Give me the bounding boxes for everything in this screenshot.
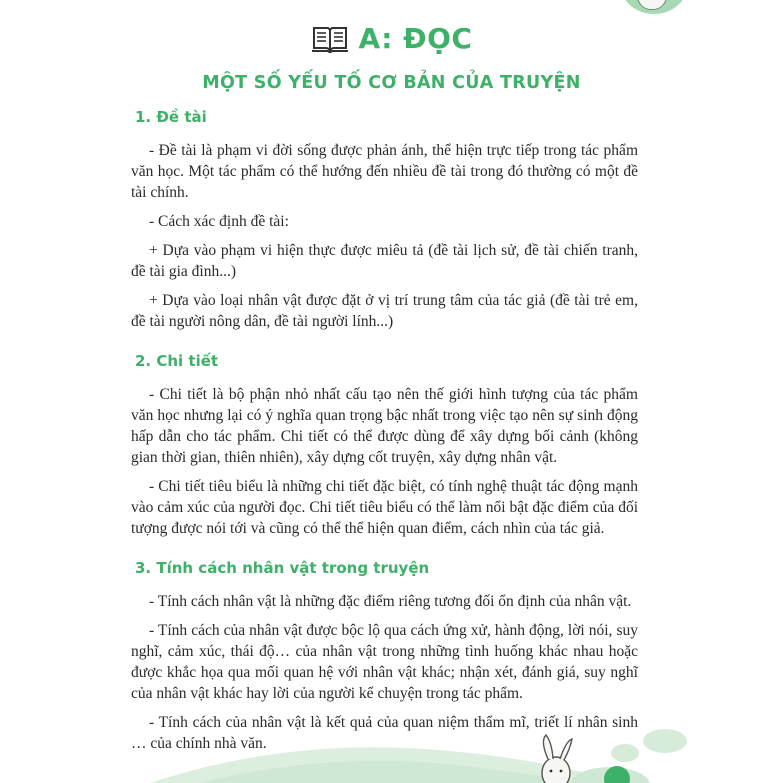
- section-chi-tiet: [131, 352, 638, 539]
- paragraph: - Chi tiết tiêu biểu là những chi tiết đặc biệt, có tính nghệ thuật tác động mạnh vào cảm xúc của người đọc. Chi tiết tiêu biểu có thể làm nổi bật đặc điểm của đối tượng được nói tới và cũng có thể thể hiện quan điểm, cách nhìn của tác giả.: [131, 478, 638, 537]
- main-content: [131, 108, 638, 762]
- page-subtitle: MỘT SỐ YẾU TỐ CƠ BẢN CỦA TRUYỆN: [202, 72, 581, 93]
- paragraph: + Dựa vào loại nhân vật được đặt ở vị trí trung tâm của tác giả (đề tài trẻ em, đề tài người nông dân, đề tài người lính...): [131, 292, 638, 330]
- rabbit-icon: [542, 735, 572, 783]
- section-heading: 2. Chi tiết: [135, 352, 219, 370]
- paragraph: + Dựa vào phạm vi hiện thực được miêu tả (đề tài lịch sử, đề tài chiến tranh, đề tài gia đình...): [131, 242, 638, 280]
- paragraph: - Tính cách của nhân vật được bộc lộ qua cách ứng xử, hành động, lời nói, suy nghĩ, cảm xúc, thái độ… của nhân vật trong những tình huống khác nhau hoặc được khắc họa qua mối quan hệ với nhân vật khác; nhận xét, đánh giá, suy nghĩ của nhân vật khác hay lời của người kể chuyện trong tác phẩm.: [131, 622, 638, 702]
- paragraph: - Tính cách của nhân vật là kết quả của quan niệm thẩm mĩ, triết lí nhân sinh … của chính nhà văn.: [131, 714, 638, 752]
- paragraph: - Đề tài là phạm vi đời sống được phản ánh, thể hiện trực tiếp trong tác phẩm văn học. Một tác phẩm có thể hướng đến nhiều đề tài trong đó thường có một đề tài chính.: [131, 142, 638, 201]
- page-header: [0, 22, 783, 93]
- title-row: [311, 22, 473, 55]
- paragraph: - Chi tiết là bộ phận nhỏ nhất cấu tạo nên thế giới hình tượng của tác phẩm văn học nhưng lại có ý nghĩa quan trọng bậc nhất trong việc tạo nên sự sinh động hấp dẫn cho tác phẩm. Chi tiết có thể được dùng để xây dựng bối cảnh (không gian thời gian, thiên nhiên), xây dựng cốt truyện, xây dựng nhân vật.: [131, 386, 638, 466]
- paragraph: - Tính cách nhân vật là những đặc điểm riêng tương đối ổn định của nhân vật.: [149, 593, 632, 610]
- section-heading: 1. Đề tài: [135, 108, 207, 126]
- bottom-hills-decoration: [0, 713, 783, 783]
- page-title: A: ĐỌC: [358, 22, 473, 55]
- open-book-icon: [311, 24, 349, 54]
- section-de-tai: [131, 108, 638, 332]
- section-heading: 3. Tính cách nhân vật trong truyện: [135, 559, 430, 577]
- paragraph: - Cách xác định đề tài:: [149, 213, 289, 230]
